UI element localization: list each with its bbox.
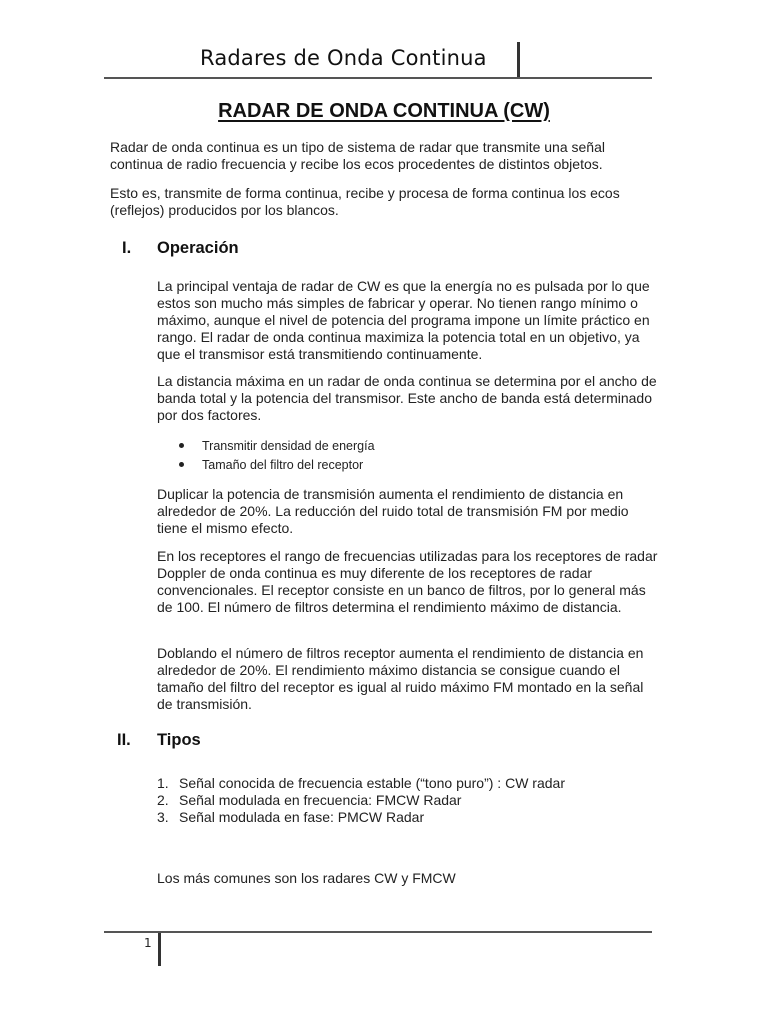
- bullet-icon: [179, 462, 184, 467]
- bullet-text: Tamaño del filtro del receptor: [202, 458, 364, 472]
- section-number: II.: [117, 731, 131, 749]
- list-item: [157, 792, 565, 809]
- list-number: 3.: [157, 809, 169, 825]
- bullet-icon: [179, 443, 184, 448]
- section-title: Tipos: [157, 731, 201, 749]
- list-text: Señal conocida de frecuencia estable (“tono puro”) : CW radar: [179, 775, 565, 791]
- list-item: [157, 809, 565, 826]
- factors-bullet-list: [157, 437, 375, 475]
- section-title: Operación: [157, 239, 239, 257]
- page-number: 1: [144, 936, 152, 950]
- running-header-title: Radares de Onda Continua: [200, 46, 487, 70]
- operacion-paragraph-2: La distancia máxima en un radar de onda continua se determina por el ancho de banda total y la potencia del transmisor. Este ancho de banda está determinado por dos factores.: [157, 373, 657, 423]
- list-number: 1.: [157, 775, 169, 791]
- header-rule: [104, 77, 652, 79]
- document-title: RADAR DE ONDA CONTINUA (CW): [218, 100, 550, 122]
- operacion-paragraph-4: En los receptores el rango de frecuencias utilizadas para los receptores de radar Doppler de onda continua es muy diferente de los receptores de radar convencionales. El receptor consiste en un banco de filtros, por lo general más de 100. El número de filtros determina el rendimiento máximo de distancia.: [157, 548, 658, 615]
- list-item: [157, 437, 375, 456]
- footer-rule: [104, 931, 652, 933]
- operacion-paragraph-1: La principal ventaja de radar de CW es que la energía no es pulsada por lo que estos son mucho más simples de fabricar y operar. No tienen rango mínimo o máximo, aunque el nivel de potencia del programa impone un límite práctico en rango. El radar de onda continua maximiza la potencia total en un objetivo, ya que el transmisor está transmitiendo continuamente.: [157, 278, 650, 362]
- operacion-paragraph-3: Duplicar la potencia de transmisión aumenta el rendimiento de distancia en alrededor de 20%. La reducción del ruido total de transmisión FM por medio tiene el mismo efecto.: [157, 486, 629, 536]
- operacion-paragraph-5: Doblando el número de filtros receptor aumenta el rendimiento de distancia en alrededor de 20%. El rendimiento máximo distancia se consigue cuando el tamaño del filtro del receptor es igual al ruido máximo FM montado en la señal de transmisión.: [157, 645, 644, 712]
- list-text: Señal modulada en frecuencia: FMCW Radar: [179, 792, 462, 808]
- types-numbered-list: [157, 775, 565, 826]
- list-number: 2.: [157, 792, 169, 808]
- section-number: I.: [122, 239, 132, 257]
- intro-paragraph-2: Esto es, transmite de forma continua, recibe y procesa de forma continua los ecos (reflejos) producidos por los blancos.: [110, 185, 620, 218]
- closing-paragraph: Los más comunes son los radares CW y FMCW: [157, 870, 456, 886]
- footer-vertical-bar: [158, 933, 161, 966]
- intro-paragraph-1: Radar de onda continua es un tipo de sistema de radar que transmite una señal continua de radio frecuencia y recibe los ecos procedentes de distintos objetos.: [110, 139, 605, 172]
- list-item: [157, 456, 375, 475]
- header-vertical-bar: [517, 42, 520, 78]
- bullet-text: Transmitir densidad de energía: [202, 439, 375, 453]
- list-text: Señal modulada en fase: PMCW Radar: [179, 809, 425, 825]
- list-item: [157, 775, 565, 792]
